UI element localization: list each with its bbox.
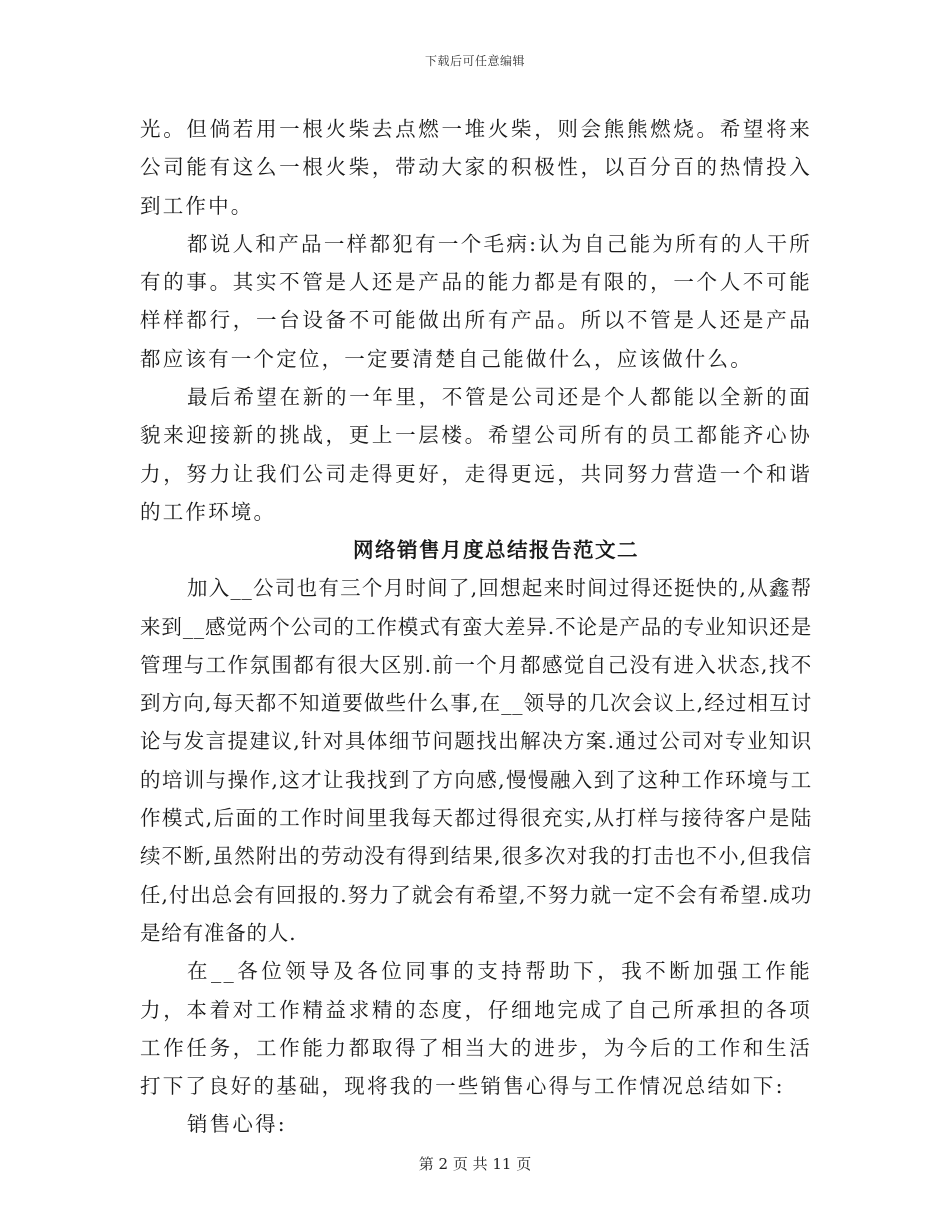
document-body — [140, 110, 812, 1144]
paragraph: 销售心得: — [187, 1112, 287, 1137]
section-title: 网络销售月度总结报告范文二 — [353, 538, 639, 563]
paragraph: 在__各位领导及各位同事的支持帮助下，我不断加强工作能力，本着对工作精益求精的态度，仔细地完成了自己所承担的各项工作任务，工作能力都取得了相当大的进步，为今后的工作和生活打下了良好的基础，现将我的一些销售心得与工作情况总结如下: — [140, 959, 812, 1099]
paragraph: 最后希望在新的一年里，不管是公司还是个人都能以全新的面貌来迎接新的挑战，更上一层楼。希望公司所有的员工都能齐心协力，努力让我们公司走得更好，走得更远，共同努力营造一个和谐的工作环境。 — [140, 385, 812, 524]
paragraph: 光。但倘若用一根火柴去点燃一堆火柴，则会熊熊燃烧。希望将来公司能有这么一根火柴，带动大家的积极性，以百分百的热情投入到工作中。 — [140, 117, 812, 218]
paragraph: 都说人和产品一样都犯有一个毛病:认为自己能为所有的人干所有的事。其实不管是人还是产品的能力都是有限的，一个人不可能样样都行，一台设备不可能做出所有产品。所以不管是人还是产品都应该有一个定位，一定要清楚自己能做什么，应该做什么。 — [140, 231, 812, 371]
page-header-note: 下载后可任意编辑 — [424, 54, 525, 68]
page-footer-number: 第 2 页 共 11 页 — [418, 1155, 532, 1173]
paragraph: 加入__公司也有三个月时间了,回想起来时间过得还挺快的,从鑫帮来到__感觉两个公司的工作模式有蛮大差异.不论是产品的专业知识还是管理与工作氛围都有很大区别.前一个月都感觉自己没有进入状态,找不到方向,每天都不知道要做些什么事,在__领导的几次会议上,经过相互讨论与发言提建议,针对具体细节问题找出解决方案.通过公司对专业知识的培训与操作,这才让我找到了方向感,慢慢融入到了这种工作环境与工作模式,后面的工作时间里我每天都过得很充实,从打样与接待客户是陆续不断,虽然附出的劳动没有得到结果,很多次对我的打击也不小,但我信任,付出总会有回报的.努力了就会有希望,不努力就一定不会有希望.成功是给有准备的人. — [140, 576, 812, 945]
